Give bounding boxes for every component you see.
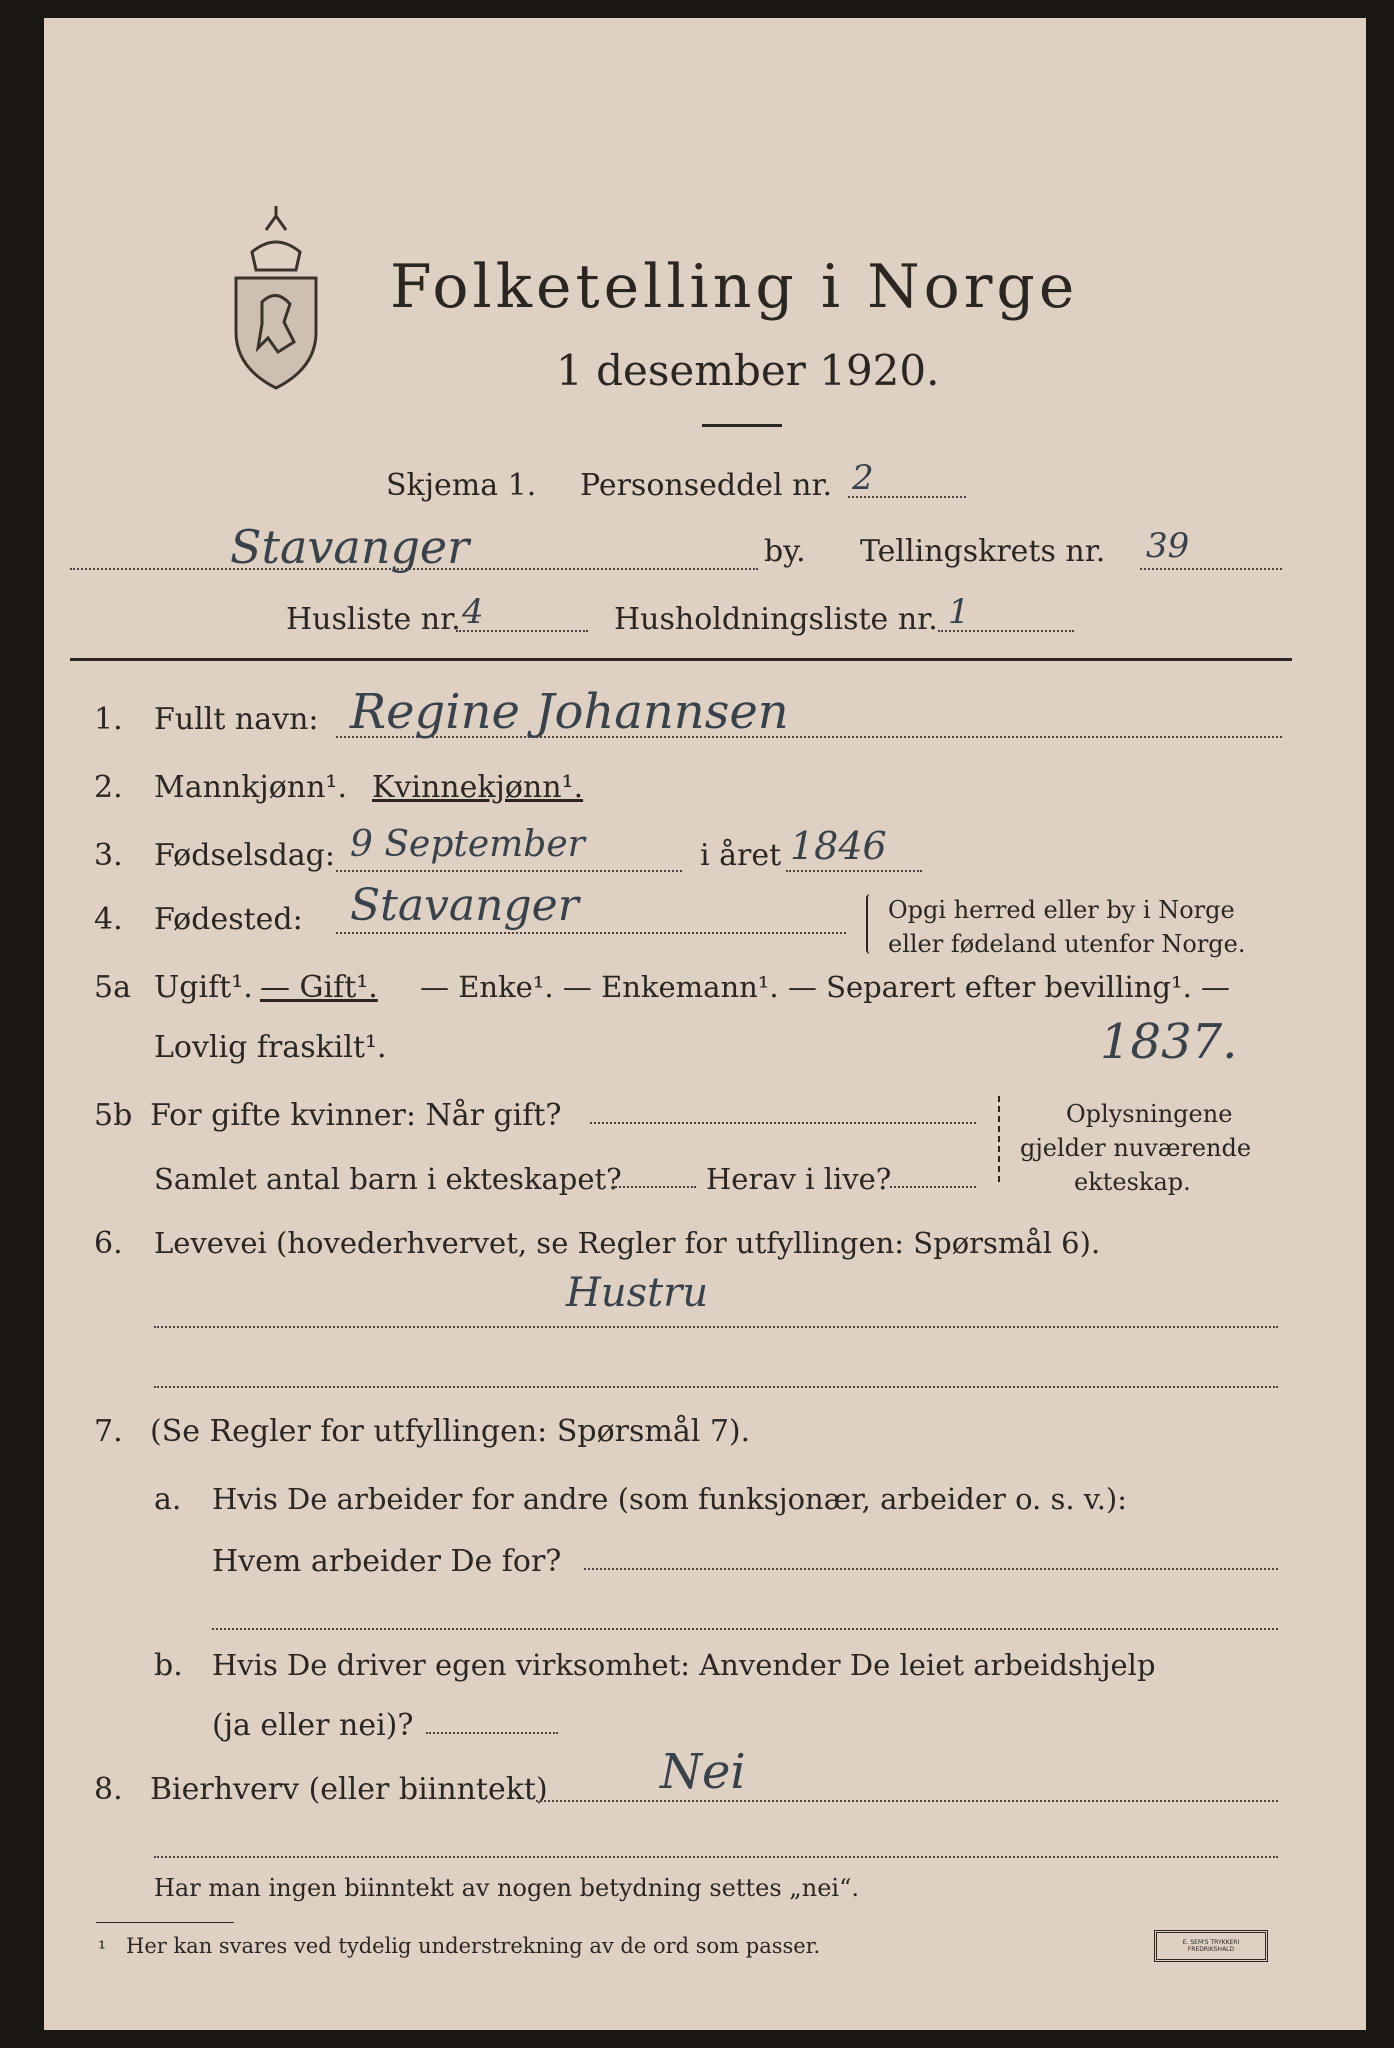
year-line (786, 870, 922, 872)
q5b-note-line1: Oplysningene (1066, 1100, 1233, 1128)
birthplace-line (336, 932, 846, 934)
title-divider (702, 424, 782, 427)
q1-label: Fullt navn: (154, 702, 319, 737)
q1-number: 1. (94, 702, 123, 737)
husliste-value: 4 (462, 592, 484, 632)
birthday-value: 9 September (350, 824, 585, 865)
q3-label: Fødselsdag: (154, 838, 335, 873)
by-label: by. (764, 534, 806, 569)
coat-of-arms-icon (222, 192, 330, 392)
q5b-note-line3: ekteskap. (1074, 1168, 1191, 1196)
hired-help-line (426, 1732, 558, 1734)
occupation-value: Hustru (566, 1270, 709, 1316)
husliste-label: Husliste nr. (286, 602, 461, 637)
employer-line-1 (584, 1568, 1278, 1570)
husholdningsliste-label: Husholdningsliste nr. (614, 602, 938, 637)
occupation-line-1 (154, 1326, 1278, 1328)
q7a-line2: Hvem arbeider De for? (212, 1544, 562, 1579)
printer-stamp (1154, 1930, 1268, 1962)
personseddel-value: 2 (852, 458, 874, 498)
q5b-divider (998, 1096, 1002, 1182)
marriage-date-line (590, 1122, 976, 1124)
census-date: 1 desember 1920. (556, 346, 940, 395)
gender-male: Mannkjønn¹. (154, 770, 347, 805)
q7a-text: Hvis De arbeider for andre (som funksjonær, arbeider o. s. v.): (212, 1482, 1128, 1516)
status-gift: — Gift¹. (260, 970, 378, 1005)
footer-note: Har man ingen biinntekt av nogen betydning settes „nei“. (154, 1874, 859, 1902)
tellingskrets-label: Tellingskrets nr. (860, 534, 1106, 569)
children-label: Samlet antal barn i ekteskapet? (154, 1162, 622, 1196)
q7b-text: Hvis De driver egen virksomhet: Anvender De leiet arbeidshjelp (212, 1648, 1156, 1682)
q7a-letter: a. (154, 1482, 182, 1517)
employer-line-2 (212, 1628, 1278, 1630)
q4-note-line1: Opgi herred eller by i Norge (888, 896, 1235, 924)
city-value: Stavanger (230, 520, 470, 574)
q6-label: Levevei (hovederhvervet, se Regler for utfyllingen: Spørsmål 6). (154, 1226, 1101, 1260)
q4-note-line2: eller fødeland utenfor Norge. (888, 930, 1246, 958)
birthday-line (336, 870, 682, 872)
marriage-year-value: 1837. (1100, 1014, 1238, 1070)
skjema-label: Skjema 1. (386, 468, 537, 503)
q8-number: 8. (94, 1772, 123, 1807)
side-income-line (536, 1800, 1278, 1802)
alive-label: Herav i live? (706, 1162, 892, 1196)
q4-number: 4. (94, 902, 123, 937)
birth-year-value: 1846 (790, 824, 887, 868)
birthplace-value: Stavanger (350, 880, 579, 931)
personseddel-label: Personseddel nr. (580, 468, 833, 503)
q5a-number: 5a (94, 970, 131, 1005)
side-income-line-2 (154, 1856, 1278, 1858)
status-ugift: Ugift¹. (154, 970, 253, 1005)
tellingskrets-line (1140, 568, 1282, 570)
q4-label: Fødested: (154, 902, 303, 937)
side-income-value: Nei (660, 1744, 746, 1800)
husholdningsliste-value: 1 (948, 592, 970, 632)
q6-number: 6. (94, 1226, 123, 1261)
q5b-label: For gifte kvinner: Når gift? (150, 1098, 562, 1133)
header-divider (70, 658, 1292, 661)
status-rest: — Enke¹. — Enkemann¹. — Separert efter bevilling¹. — (420, 970, 1231, 1004)
q7b-line2: (ja eller nei)? (212, 1708, 414, 1743)
status-fraskilt: Lovlig fraskilt¹. (154, 1030, 387, 1065)
footnote-text: Her kan svares ved tydelig understrekning av de ord som passer. (126, 1934, 821, 1958)
q5b-number: 5b (94, 1098, 133, 1133)
full-name-value: Regine Johannsen (350, 684, 789, 740)
q4-brace (866, 894, 874, 954)
q8-label: Bierhverv (eller biinntekt) (150, 1772, 548, 1807)
q7-number: 7. (94, 1414, 123, 1449)
footnote-divider (96, 1922, 234, 1923)
q7-label: (Se Regler for utfyllingen: Spørsmål 7). (150, 1414, 751, 1449)
children-line (612, 1186, 696, 1188)
year-label: i året (700, 838, 782, 873)
q2-number: 2. (94, 770, 123, 805)
alive-line (890, 1186, 976, 1188)
tellingskrets-value: 39 (1146, 526, 1190, 566)
printer-mark: E. SEM'S TRYKKERI FREDRIKSHALD (1182, 1939, 1240, 1953)
q3-number: 3. (94, 838, 123, 873)
occupation-line-2 (154, 1386, 1278, 1388)
form-title: Folketelling i Norge (390, 252, 1079, 322)
q5b-note-line2: gjelder nuværende (1020, 1134, 1252, 1162)
footnote-mark: ¹ (98, 1936, 107, 1960)
gender-female: Kvinnekjønn¹. (372, 770, 584, 805)
q7b-letter: b. (154, 1648, 183, 1683)
